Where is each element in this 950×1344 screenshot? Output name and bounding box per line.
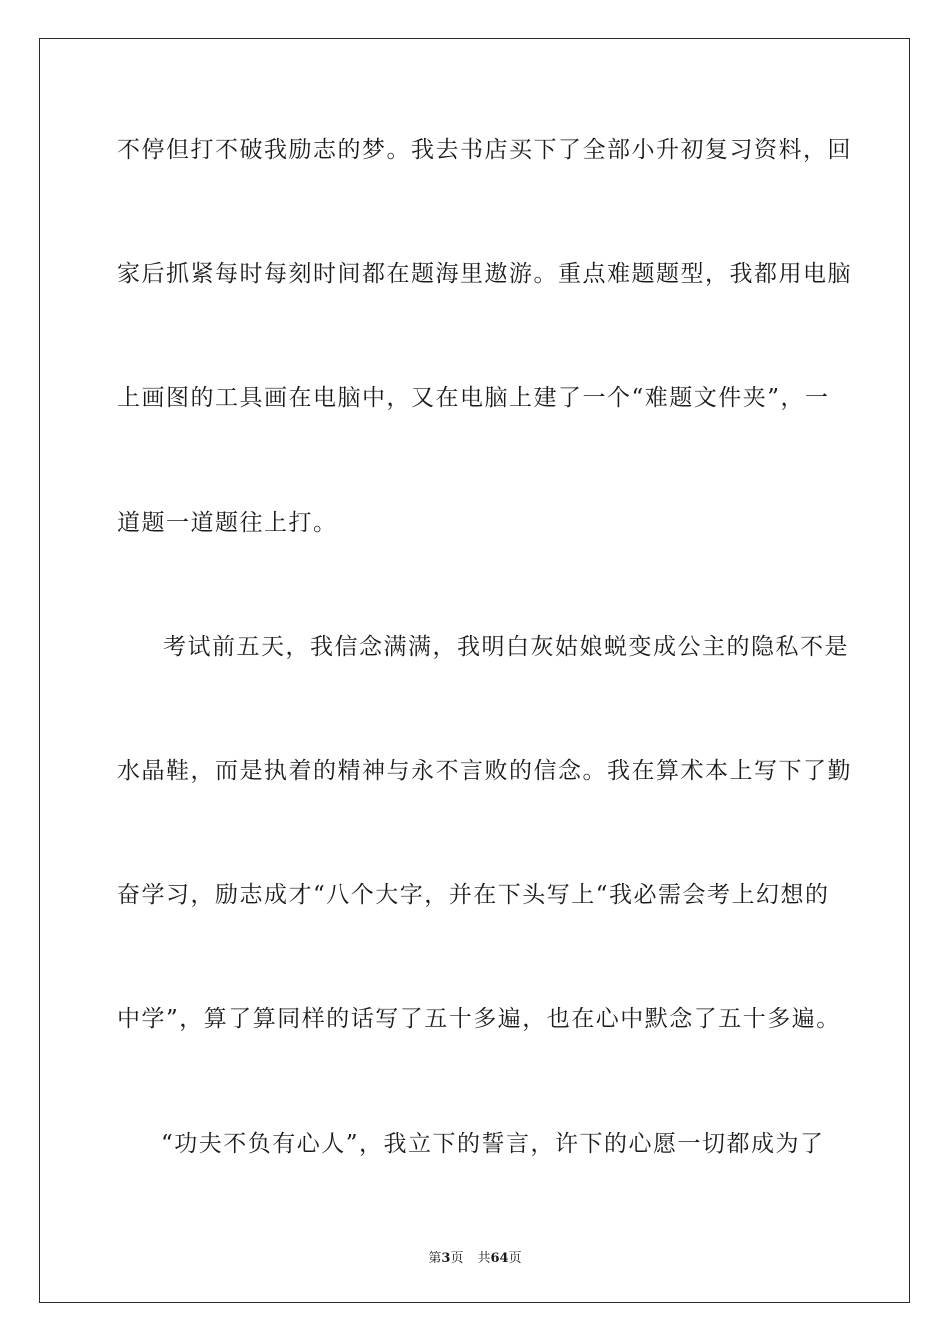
text-line-7: 奋学习，励志成才“八个大字，并在下头写上“我必需会考上幻想的 xyxy=(117,882,830,908)
footer-page-suffix: 页 xyxy=(450,1251,464,1266)
footer-page-number: 3 xyxy=(441,1251,451,1266)
page-border xyxy=(39,38,910,1303)
text-line-9: “功夫不负有心人”，我立下的誓言，许下的心愿一切都成为了 xyxy=(161,1131,825,1157)
text-line-6: 水晶鞋，而是执着的精神与永不言败的信念。我在算术本上写下了勤 xyxy=(117,758,852,784)
text-line-3: 上画图的工具画在电脑中，又在电脑上建了一个“难题文件夹”，一 xyxy=(117,385,830,411)
footer-total-suffix: 页 xyxy=(508,1251,522,1266)
footer-total-pages: 64 xyxy=(490,1251,509,1266)
text-line-5: 考试前五天，我信念满满，我明白灰姑娘蜕变成公主的隐私不是 xyxy=(163,634,849,660)
footer-page-prefix: 第 xyxy=(428,1251,442,1266)
text-line-1: 不停但打不破我励志的梦。我去书店买下了全部小升初复习资料，回 xyxy=(117,137,852,163)
text-line-4: 道题一道题往上打。 xyxy=(117,510,338,536)
text-line-8: 中学”，算了算同样的话写了五十多遍，也在心中默念了五十多遍。 xyxy=(117,1006,841,1032)
page-footer xyxy=(0,1247,950,1266)
footer-total-prefix: 共 xyxy=(477,1251,491,1266)
text-line-2: 家后抓紧每时每刻时间都在题海里遨游。重点难题题型，我都用电脑 xyxy=(117,261,852,287)
